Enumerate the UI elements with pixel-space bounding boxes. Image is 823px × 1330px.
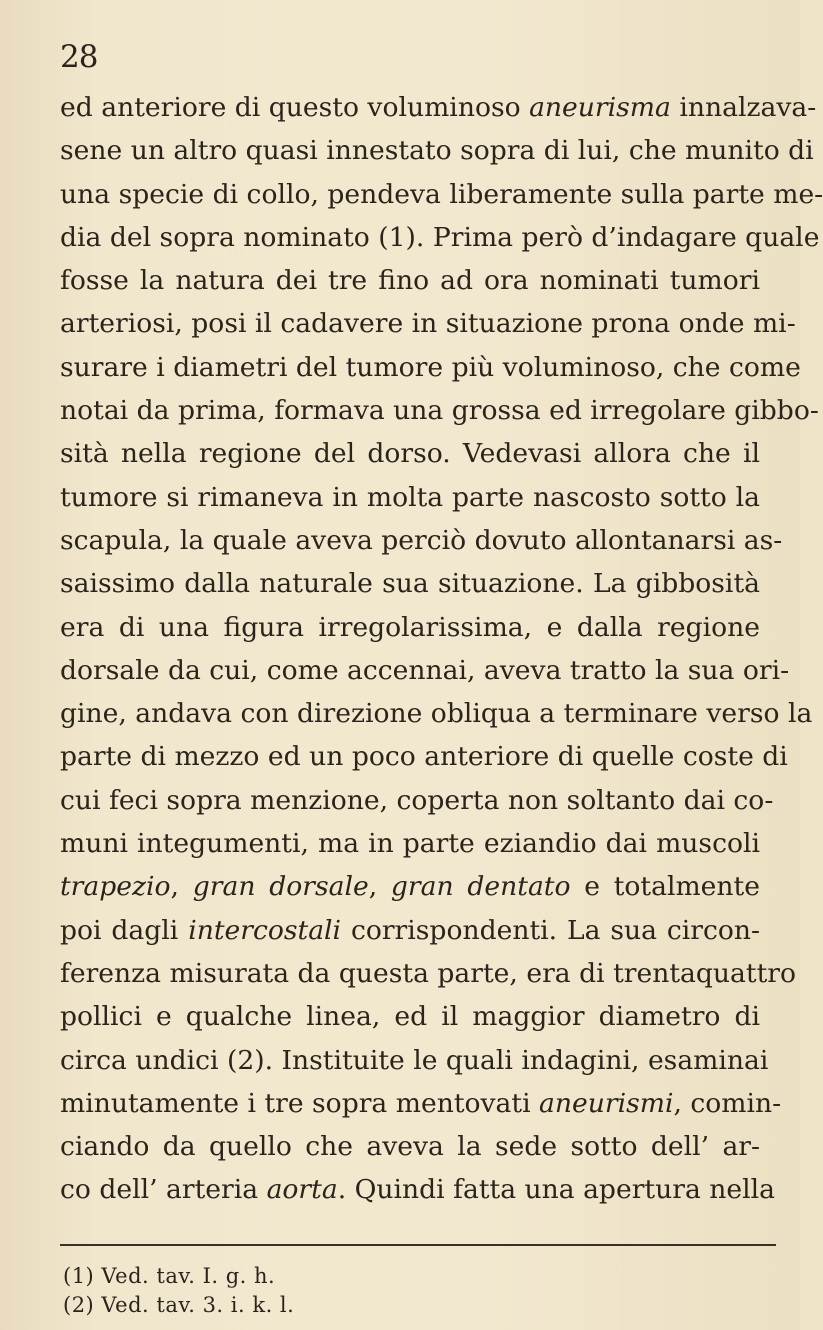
text-run: fosse la natura dei tre fino ad ora nominati tumori — [60, 265, 760, 297]
footnote-rule — [60, 1244, 776, 1246]
text-line — [60, 476, 760, 519]
text-run: sene un altro quasi innestato sopra di lui, che munito di — [60, 135, 814, 167]
text-line — [60, 692, 813, 735]
text-run: notai da prima, formava una grossa ed irregolare gibbo- — [60, 395, 819, 427]
italic-term: trapezio — [60, 871, 171, 903]
text-line — [60, 86, 817, 129]
italic-term: gran dentato — [390, 871, 571, 903]
text-run: saissimo dalla naturale sua situazione. La gibbosità — [60, 568, 760, 600]
text-run: una specie di collo, pendeva liberamente sulla parte me- — [60, 178, 823, 210]
text-line — [60, 822, 760, 865]
text-run: circa undici (2). Instituite le quali indagini, esaminai — [60, 1044, 769, 1076]
text-line — [60, 173, 823, 216]
text-line — [60, 346, 801, 389]
text-line — [60, 952, 796, 995]
footnotes — [63, 1262, 463, 1320]
text-run: surare i diametri del tumore più voluminoso, che come — [60, 351, 801, 383]
text-line — [60, 1168, 775, 1211]
page-number: 28 — [60, 39, 98, 75]
text-run: scapula, la quale aveva perciò dovuto allontanarsi as- — [60, 524, 783, 556]
italic-term: aneurismi — [539, 1087, 674, 1119]
italic-term: aorta — [266, 1174, 338, 1206]
text-run: minutamente i tre sopra mentovati — [60, 1087, 540, 1119]
text-run: tumore si rimaneva in molta parte nascosto sotto la — [60, 481, 760, 513]
text-line — [60, 259, 760, 302]
text-run: dorsale da cui, come accennai, aveva tratto la sua ori- — [60, 654, 790, 686]
text-run: e totalmente — [570, 871, 760, 903]
text-run: innalzava- — [670, 92, 817, 123]
footnote-1: (1) Ved. tav. I. g. h. — [63, 1264, 276, 1288]
text-line — [60, 1082, 782, 1125]
text-run: corrispondenti. La sua circon- — [341, 914, 760, 946]
text-line — [60, 562, 760, 605]
text-run: , — [368, 871, 391, 903]
text-line — [60, 432, 760, 475]
text-run: arteriosi, posi il cadavere in situazione prona onde mi- — [60, 308, 796, 340]
text-run: , — [170, 871, 193, 903]
text-run: muni integumenti, ma in parte eziandio dai muscoli — [60, 828, 760, 860]
text-line — [60, 909, 760, 952]
text-line — [60, 129, 814, 172]
text-run: pollici e qualche linea, ed il maggior diametro di — [60, 1001, 760, 1033]
text-line — [60, 735, 788, 778]
text-run: parte di mezzo ed un poco anteriore di quelle coste di — [60, 741, 788, 773]
text-line — [60, 649, 790, 692]
text-run: , comin- — [673, 1087, 782, 1119]
text-run: co dell’ arteria — [60, 1174, 267, 1206]
text-line — [60, 865, 760, 908]
text-line — [60, 302, 796, 345]
text-run: era di una figura irregolarissima, e dalla regione — [60, 611, 760, 643]
text-line — [60, 1125, 760, 1168]
italic-term: gran dorsale — [192, 871, 369, 903]
text-line — [60, 995, 760, 1038]
text-run: sità nella regione del dorso. Vedevasi allora che il — [60, 438, 760, 470]
text-run: poi dagli — [60, 914, 189, 946]
text-run: ed anteriore di questo voluminoso — [60, 92, 530, 123]
text-line — [60, 389, 819, 432]
italic-term: intercostali — [188, 914, 342, 946]
text-line — [60, 779, 774, 822]
text-run: cui feci sopra menzione, coperta non soltanto dai co- — [60, 784, 774, 816]
text-line — [60, 216, 820, 259]
text-run: . Quindi fatta una apertura nella — [337, 1174, 775, 1206]
text-run: gine, andava con direzione obliqua a terminare verso la — [60, 698, 813, 730]
text-run: ciando da quello che aveva la sede sotto dell’ ar- — [60, 1131, 760, 1163]
text-run: dia del sopra nominato (1). Prima però d’indagare quale — [60, 221, 820, 253]
italic-term: aneurisma — [529, 92, 671, 123]
text-line — [60, 1039, 769, 1082]
footnote-2: (2) Ved. tav. 3. i. k. l. — [63, 1293, 295, 1317]
body-text — [60, 86, 823, 1212]
text-line — [60, 606, 760, 649]
text-line — [60, 519, 783, 562]
text-run: ferenza misurata da questa parte, era di trentaquattro — [60, 957, 796, 989]
